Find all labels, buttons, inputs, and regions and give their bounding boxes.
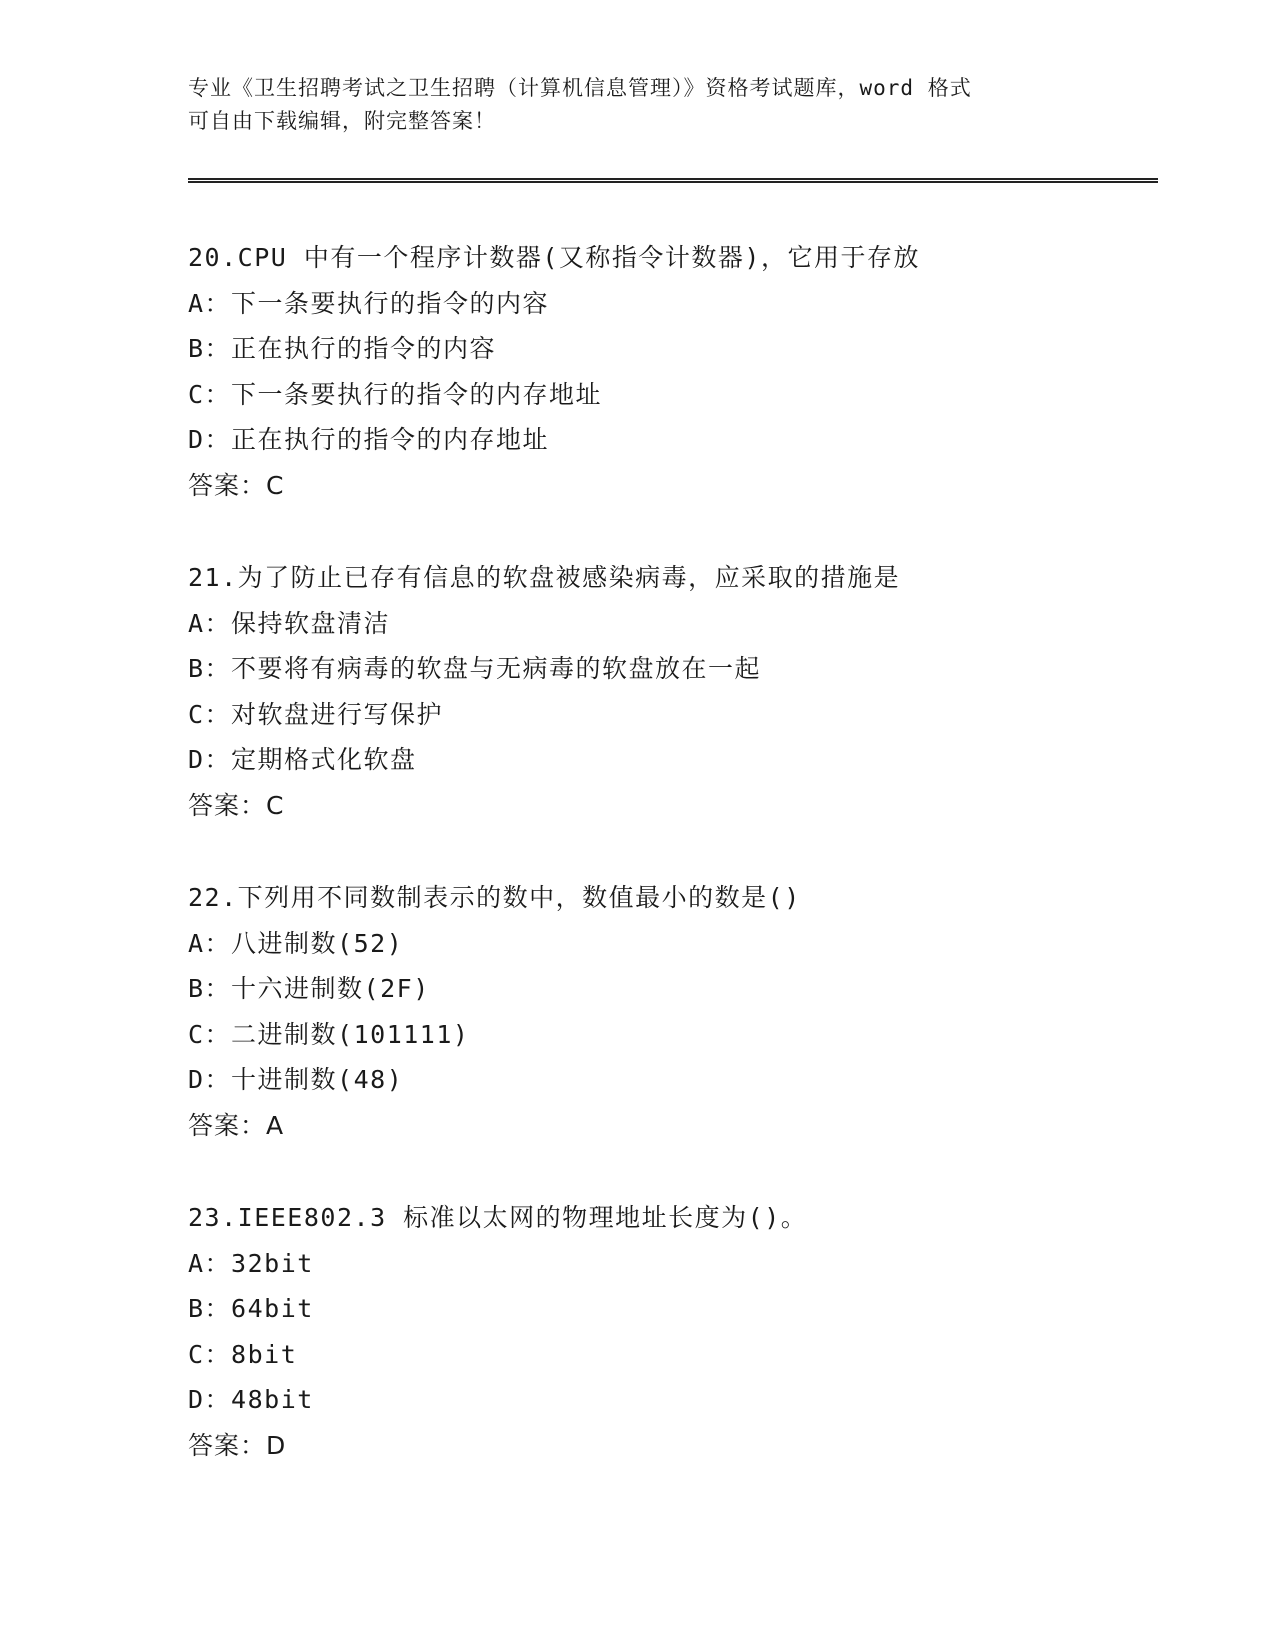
document-header [188,72,1088,138]
header-divider [188,178,1158,183]
question-23 [188,1195,1188,1468]
answer-line: 答案：C [188,470,285,500]
question-21 [188,555,1188,828]
answer-line: 答案：D [188,1430,287,1460]
question-20 [188,235,1188,508]
question-stem: 21.为了防止已存有信息的软盘被感染病毒，应采取的措施是 [188,563,901,592]
header-line-2: 可自由下载编辑，附完整答案！ [188,109,496,133]
question-stem: 23.IEEE802.3 标准以太网的物理地址长度为()。 [188,1203,808,1232]
option-b: B：64bit [188,1294,314,1323]
option-b: B：十六进制数(2F) [188,974,430,1003]
question-stem: 20.CPU 中有一个程序计数器(又称指令计数器)，它用于存放 [188,243,920,272]
option-d: D：定期格式化软盘 [188,745,417,774]
option-c: C：下一条要执行的指令的内存地址 [188,379,603,409]
option-a: A：八进制数(52) [188,928,404,958]
option-d: D：48bit [188,1385,314,1414]
question-stem: 22.下列用不同数制表示的数中，数值最小的数是() [188,883,801,912]
option-d: D：正在执行的指令的内存地址 [188,425,550,454]
header-line-1: 专业《卫生招聘考试之卫生招聘（计算机信息管理）》资格考试题库，word 格式 [188,76,972,100]
option-c: C：二进制数(101111) [188,1019,470,1049]
option-b: B：正在执行的指令的内容 [188,334,497,363]
answer-line: 答案：A [188,1110,285,1140]
option-c: C：对软盘进行写保护 [188,699,444,729]
question-22 [188,875,1188,1148]
option-c: C：8bit [188,1339,298,1369]
option-b: B：不要将有病毒的软盘与无病毒的软盘放在一起 [188,654,762,683]
option-a: A：32bit [188,1248,314,1278]
option-a: A：下一条要执行的指令的内容 [188,288,550,318]
answer-line: 答案：C [188,790,285,820]
option-d: D：十进制数(48) [188,1065,404,1094]
option-a: A：保持软盘清洁 [188,608,391,638]
